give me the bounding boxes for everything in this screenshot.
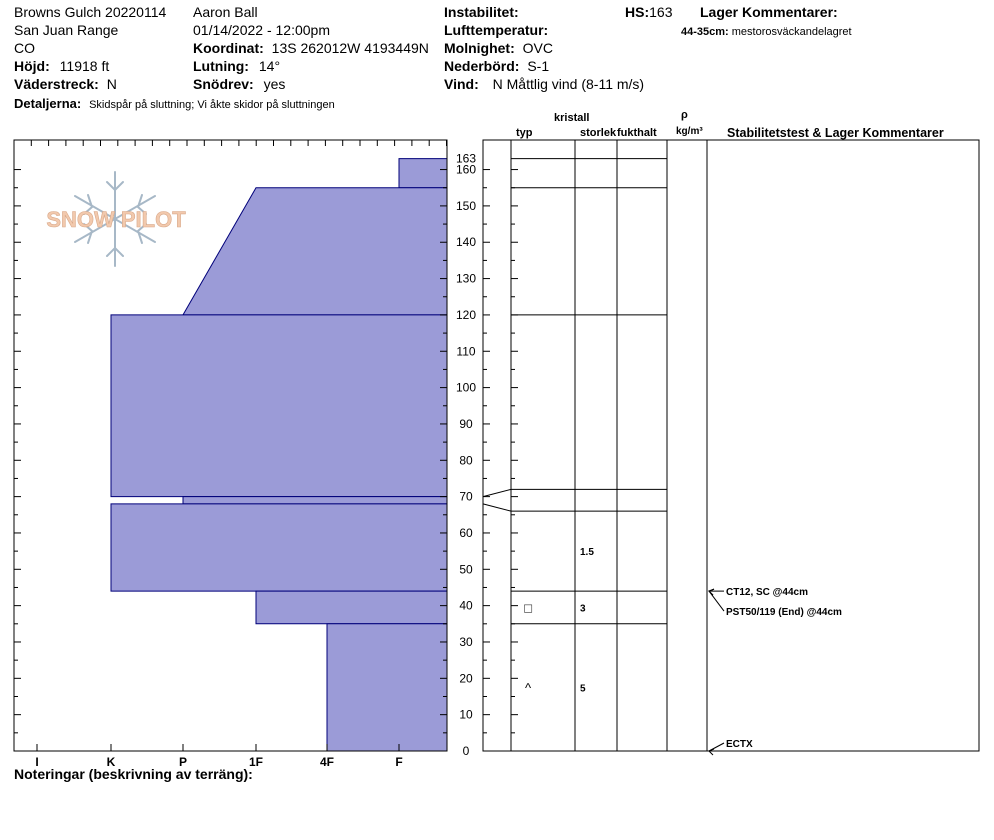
- sky-label: Molnighet:: [444, 40, 515, 56]
- hs-value: 163: [649, 4, 673, 20]
- y-top-label: 163: [455, 151, 477, 166]
- y-tick-label: 40: [459, 598, 473, 613]
- instability-label: Instabilitet:: [444, 4, 519, 20]
- blowing-snow-label: Snödrev:: [193, 76, 254, 92]
- stability-arrowhead: [709, 749, 714, 755]
- stability-arrowhead: [709, 589, 714, 595]
- x-tick-label: 4F: [319, 755, 335, 769]
- precip-value: S-1: [527, 58, 550, 74]
- stability-header: Stabilitetstest & Lager Kommentarer: [727, 126, 944, 140]
- y-tick-label: 50: [459, 562, 473, 577]
- crystal-symbol: □: [524, 600, 532, 616]
- state: CO: [14, 40, 35, 56]
- stability-pointer: [709, 591, 724, 611]
- logo-text: SNOW PILOT: [46, 207, 186, 232]
- site-name: Browns Gulch 20220114: [14, 4, 167, 20]
- precip-label: Nederbörd:: [444, 58, 520, 74]
- boundary-connector: [483, 504, 511, 511]
- layer-table-frame: [483, 140, 979, 751]
- blowing-snow-value: yes: [263, 76, 286, 92]
- aspect-value: N: [106, 76, 117, 92]
- y-tick-label: 80: [459, 453, 473, 468]
- observer: Aaron Ball: [193, 4, 258, 20]
- layer-comment-text: mestorosväckandelagret: [731, 26, 852, 38]
- details-label: Detaljerna:: [14, 96, 82, 111]
- hardness-layer: [256, 591, 447, 624]
- y-tick-label: 0: [462, 744, 470, 758]
- y-tick-label: 20: [459, 671, 473, 686]
- stability-test-label: PST50/119 (End) @44cm: [726, 607, 842, 619]
- coordinate-label: Koordinat:: [193, 40, 264, 56]
- boundary-connector: [483, 489, 511, 496]
- y-tick-label: 90: [459, 416, 473, 431]
- mountain-range: San Juan Range: [14, 22, 119, 38]
- density-unit-header: kg/m³: [676, 126, 703, 137]
- crystal-header: kristall: [554, 112, 590, 124]
- wind-value: N Måttlig vind (8-11 m/s): [492, 76, 645, 92]
- y-tick-label: 10: [459, 707, 473, 722]
- size-header: storlek: [580, 127, 617, 139]
- aspect-label: Väderstreck:: [14, 76, 99, 92]
- sky-value: OVC: [522, 40, 553, 56]
- crystal-size: 1.5: [580, 547, 594, 559]
- hardness-layer: [183, 188, 447, 315]
- type-header: typ: [516, 127, 533, 139]
- x-tick-label: 1F: [248, 755, 264, 769]
- wind-label: Vind:: [444, 76, 479, 92]
- date-time: 01/14/2022 - 12:00pm: [193, 22, 330, 38]
- elevation-value: 11918 ft: [59, 58, 110, 74]
- y-tick-label: 160: [455, 162, 477, 177]
- slope-label: Lutning:: [193, 58, 249, 74]
- hs-label: HS:: [625, 4, 650, 20]
- hardness-layer: [183, 497, 447, 504]
- terrain-notes-label: Noteringar (beskrivning av terräng):: [14, 766, 253, 782]
- details-value: Skidspår på sluttning; Vi åkte skidor på sluttningen: [89, 99, 335, 111]
- x-tick-label: K: [106, 755, 116, 769]
- crystal-size: 3: [580, 603, 586, 615]
- layer-comments-label: Lager Kommentarer:: [700, 4, 838, 20]
- layer-comment-depth: 44-35cm:: [681, 26, 729, 38]
- density-rho-header: ρ: [681, 109, 688, 121]
- hardness-layer: [399, 159, 447, 188]
- air-temp-label: Lufttemperatur:: [444, 22, 549, 38]
- y-tick-label: 140: [455, 235, 477, 250]
- hardness-layer: [111, 504, 447, 591]
- y-tick-label: 60: [459, 525, 473, 540]
- x-tick-label: I: [35, 755, 39, 769]
- y-tick-label: 120: [455, 307, 477, 322]
- hardness-layer: [111, 315, 447, 497]
- x-tick-label: F: [395, 755, 403, 769]
- elevation-label: Höjd:: [14, 58, 50, 74]
- coordinate-value: 13S 262012W 4193449N: [271, 40, 429, 56]
- y-tick-label: 130: [455, 271, 477, 286]
- stability-test-label: ECTX: [726, 739, 753, 750]
- snowpilot-logo: [46, 172, 186, 266]
- x-tick-label: P: [178, 755, 188, 769]
- y-tick-label: 110: [456, 344, 476, 359]
- stability-test-label: CT12, SC @44cm: [726, 587, 809, 599]
- moisture-header: fukthalt: [617, 127, 657, 139]
- y-tick-label: 150: [455, 198, 477, 213]
- y-tick-label: 100: [455, 380, 477, 395]
- y-tick-label: 30: [459, 634, 473, 649]
- crystal-symbol: ^: [524, 680, 532, 696]
- hardness-layer: [327, 624, 447, 751]
- y-tick-label: 70: [459, 489, 473, 504]
- slope-value: 14°: [258, 58, 281, 74]
- crystal-size: 5: [580, 683, 586, 695]
